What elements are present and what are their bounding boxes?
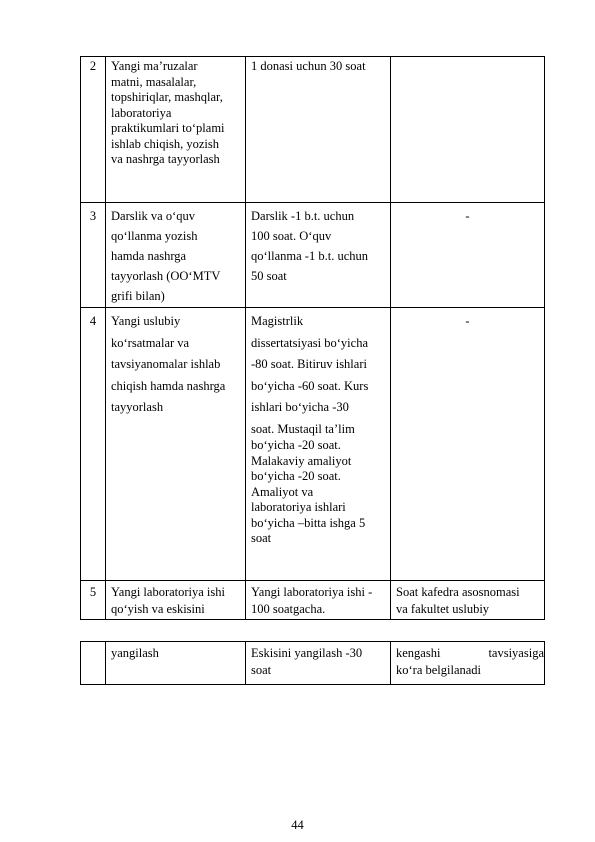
table-border xyxy=(80,202,545,203)
table-border xyxy=(80,56,545,57)
table-border xyxy=(80,641,81,685)
table-border xyxy=(80,307,545,308)
row-number: 5 xyxy=(89,585,97,599)
table-border xyxy=(544,641,545,685)
table-border xyxy=(390,56,391,620)
table-cell: Yangi ma’ruzalar matni, masalalar, topshiriqlar, mashqlar, laboratoriya praktikumlari to‘plami ishlab chiqish, yozish va nashrga tayyorlash xyxy=(111,59,225,166)
row-number: 2 xyxy=(89,59,97,73)
table-cell: Magistrlik dissertatsiyasi bo‘yicha -80 soat. Bitiruv ishlari bo‘yicha -60 soat. Kurs ishlari bo‘yicha -30 soat. Mustaqil ta’lim xyxy=(251,314,369,436)
page-number: 44 xyxy=(291,818,304,832)
table-border xyxy=(80,580,545,581)
row-number: 4 xyxy=(89,314,97,328)
table-cell: Darslik -1 b.t. uchun 100 soat. O‘quv qo‘llanma -1 b.t. uchun 50 soat xyxy=(251,209,368,283)
cell-line: ko‘ra belgilanadi xyxy=(396,663,482,677)
table-cell: yangilash xyxy=(111,646,159,660)
table-border xyxy=(245,56,246,620)
cell-word: tavsiyasiga xyxy=(488,646,544,660)
table-cell: Yangi laboratoriya ishi qo‘yish va eskisini xyxy=(111,585,225,616)
table-cell: Soat kafedra asosnomasi va fakultet uslubiy xyxy=(396,585,520,616)
table-border xyxy=(390,641,391,685)
table-cell: Darslik va o‘quv qo‘llanma yozish hamda nashrga tayyorlash (OO‘MTV grifi bilan) xyxy=(111,209,221,303)
table-cell: bo‘yicha -20 soat. Malakaviy amaliyot bo‘yicha -20 soat. Amaliyot va laboratoriya ishlari bo‘yicha –bitta ishga 5 soat xyxy=(251,438,366,545)
table-cell: - xyxy=(465,209,470,223)
table-border xyxy=(245,641,246,685)
table-border xyxy=(80,684,545,685)
table-cell: 1 donasi uchun 30 soat xyxy=(251,59,366,73)
table-cell: - xyxy=(465,314,470,328)
table-cell xyxy=(396,645,544,679)
table-cell: Yangi uslubiy ko‘rsatmalar va tavsiyanomalar ishlab chiqish hamda nashrga tayyorlash xyxy=(111,314,226,414)
table-border xyxy=(544,56,545,620)
row-number: 3 xyxy=(89,209,97,223)
table-border xyxy=(80,56,81,620)
table-cell: Eskisini yangilash -30 soat xyxy=(251,646,363,677)
table-cell: Yangi laboratoriya ishi - 100 soatgacha. xyxy=(251,585,373,616)
table-border xyxy=(80,619,545,620)
cell-word: kengashi xyxy=(396,646,441,660)
table-border xyxy=(105,641,106,685)
table-border xyxy=(105,56,106,620)
table-border xyxy=(80,641,545,642)
